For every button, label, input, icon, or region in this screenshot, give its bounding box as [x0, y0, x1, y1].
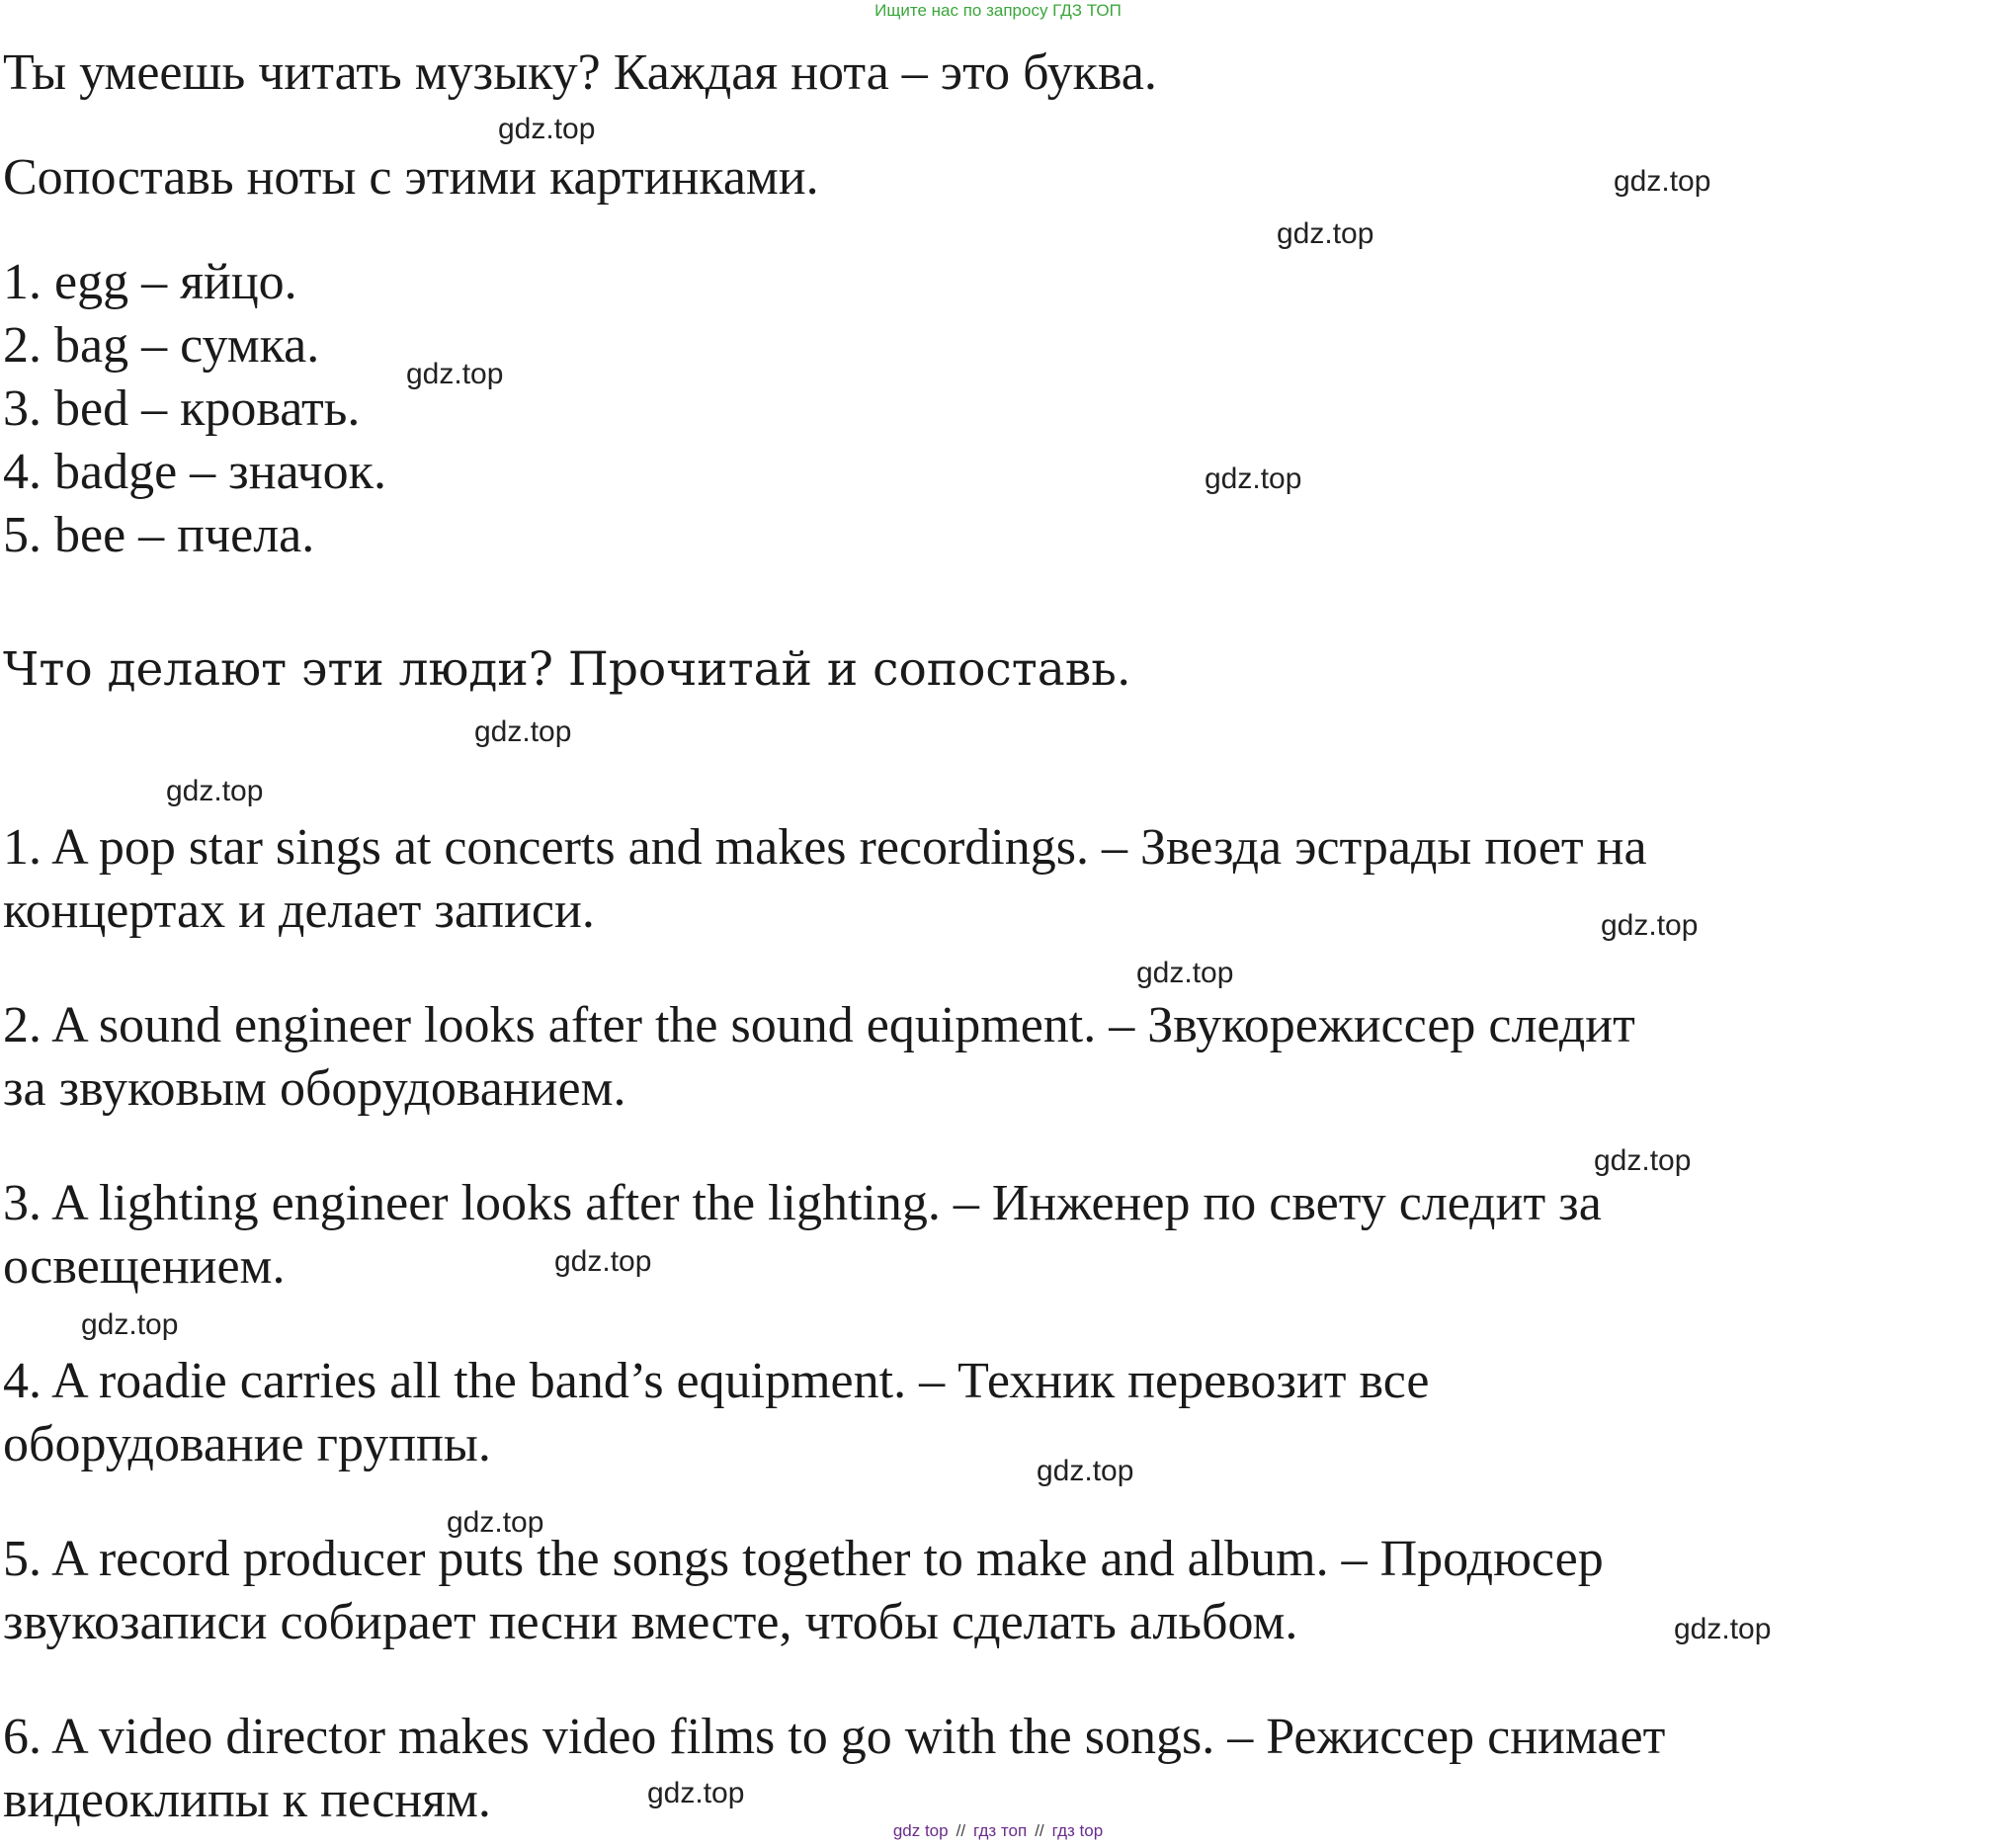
footer-separator: // [956, 1821, 966, 1840]
watermark: gdz.top [166, 775, 264, 807]
watermark: gdz.top [1037, 1455, 1134, 1487]
footer-link[interactable]: гдз топ [973, 1821, 1028, 1840]
watermark: gdz.top [474, 715, 572, 748]
watermark: gdz.top [554, 1245, 652, 1278]
section1-title2: Сопоставь ноты с этими картинками. [3, 149, 819, 206]
watermark: gdz.top [406, 358, 504, 390]
top-banner: Ищите нас по запросу ГДЗ ТОП [874, 1, 1122, 20]
list-item: 1. egg – яйцо. [3, 254, 297, 310]
list-item-line1: 5. A record producer puts the songs together to make and album. – Продюсер [3, 1531, 1604, 1587]
footer-separator: // [1035, 1821, 1044, 1840]
watermark: gdz.top [647, 1777, 745, 1809]
list-item-line1: 4. A roadie carries all the band’s equipment. – Техник перевозит все [3, 1353, 1430, 1409]
list-item: 4. badge – значок. [3, 444, 386, 500]
watermark: gdz.top [498, 113, 596, 145]
list-item-line1: 1. A pop star sings at concerts and makes recordings. – Звезда эстрады поет на [3, 819, 1647, 876]
list-item-line2: за звуковым оборудованием. [3, 1060, 626, 1117]
list-item-line2: оборудование группы. [3, 1416, 491, 1472]
list-item: 2. bag – сумка. [3, 317, 320, 374]
footer-link[interactable]: гдз top [1051, 1821, 1104, 1840]
list-item-line1: 3. A lighting engineer looks after the lighting. – Инженер по свету следит за [3, 1175, 1602, 1231]
watermark: gdz.top [1674, 1613, 1772, 1645]
footer-link[interactable]: gdz top [892, 1821, 949, 1840]
list-item: 3. bed – кровать. [3, 380, 361, 437]
list-item: 5. bee – пчела. [3, 507, 315, 563]
watermark: gdz.top [1614, 165, 1711, 198]
watermark: gdz.top [1601, 909, 1699, 942]
section2-title: Что делают эти люди? Прочитай и сопоставь. [3, 642, 1131, 697]
watermark: gdz.top [1277, 217, 1374, 250]
watermark: gdz.top [1594, 1144, 1692, 1177]
list-item-line1: 6. A video director makes video films to go with the songs. – Режиссер снимает [3, 1709, 1666, 1765]
watermark: gdz.top [1136, 957, 1234, 989]
list-item-line2: видеоклипы к песням. [3, 1772, 491, 1828]
watermark: gdz.top [1205, 462, 1302, 495]
watermark: gdz.top [447, 1506, 544, 1539]
list-item-line2: звукозаписи собирает песни вместе, чтобы сделать альбом. [3, 1594, 1298, 1650]
watermark: gdz.top [81, 1308, 179, 1341]
list-item-line2: освещением. [3, 1238, 286, 1295]
list-item-line1: 2. A sound engineer looks after the sound equipment. – Звукорежиссер следит [3, 997, 1635, 1053]
section1-title1: Ты умеешь читать музыку? Каждая нота – это буква. [3, 44, 1157, 101]
list-item-line2: концертах и делает записи. [3, 882, 595, 939]
